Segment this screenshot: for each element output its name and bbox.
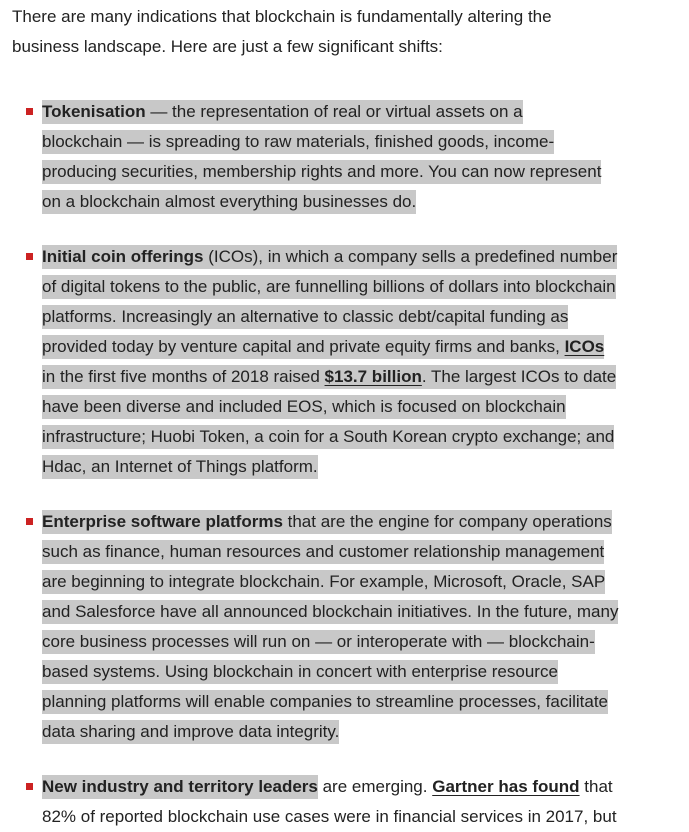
bullet-square-icon — [26, 253, 33, 260]
item-title: Tokenisation — [42, 102, 146, 121]
gartner-link[interactable]: Gartner has found — [432, 777, 580, 796]
intro-paragraph — [12, 2, 672, 62]
intro-line: There are many indications that blockchain is fundamentally altering the — [12, 7, 552, 26]
intro-line: business landscape. Here are just a few significant shifts: — [12, 37, 443, 56]
item-title: New industry and territory leaders — [42, 777, 318, 796]
item-title: Enterprise software platforms — [42, 512, 283, 531]
bullet-square-icon — [26, 518, 33, 525]
icos-link[interactable]: ICOs — [564, 337, 605, 356]
list-item-ico: Initial coin offerings (ICOs), in which a company sells a predefined number of digital tokens to the public, are funnelling billions of dollars into blockchain platforms. Increasingly an alternative to classic debt/capital funding as provided today by venture capital and private equity firms and banks, ICOs in the first five months of 2018 raised $13.7 billion. The largest ICOs to date have been diverse and included EOS, which is focused on blockchain infrastructure; Huobi Token, a coin for a South Korean crypto exchange; and Hdac, an Internet of Things platform. — [42, 242, 677, 482]
amount-link[interactable]: $13.7 billion — [324, 367, 422, 386]
list-item-leaders: New industry and territory leaders are emerging. Gartner has found that 82% of reported blockchain use cases were in financial services in 2017, but — [42, 777, 617, 826]
list-item-tokenisation: Tokenisation — the representation of real or virtual assets on a blockchain — is spreading to raw materials, finished goods, income- producing securities, membership rights and more. You can now represent on a blockchain almost everything businesses do. — [42, 97, 677, 217]
bullet-square-icon — [26, 108, 33, 115]
item-title: Initial coin offerings — [42, 247, 204, 266]
bullet-square-icon — [26, 783, 33, 790]
list-item-enterprise: Enterprise software platforms that are the engine for company operations such as finance, human resources and customer relationship management are beginning to integrate blockchain. For example, Microsoft, Oracle, SAP and Salesforce have all announced blockchain initiatives. In the future, many core business processes will run on — or interoperate with — blockchain- based systems. Using blockchain in concert with enterprise resource planning platforms will enable companies to streamline processes, facilitate data sharing and improve data integrity. — [42, 507, 677, 747]
